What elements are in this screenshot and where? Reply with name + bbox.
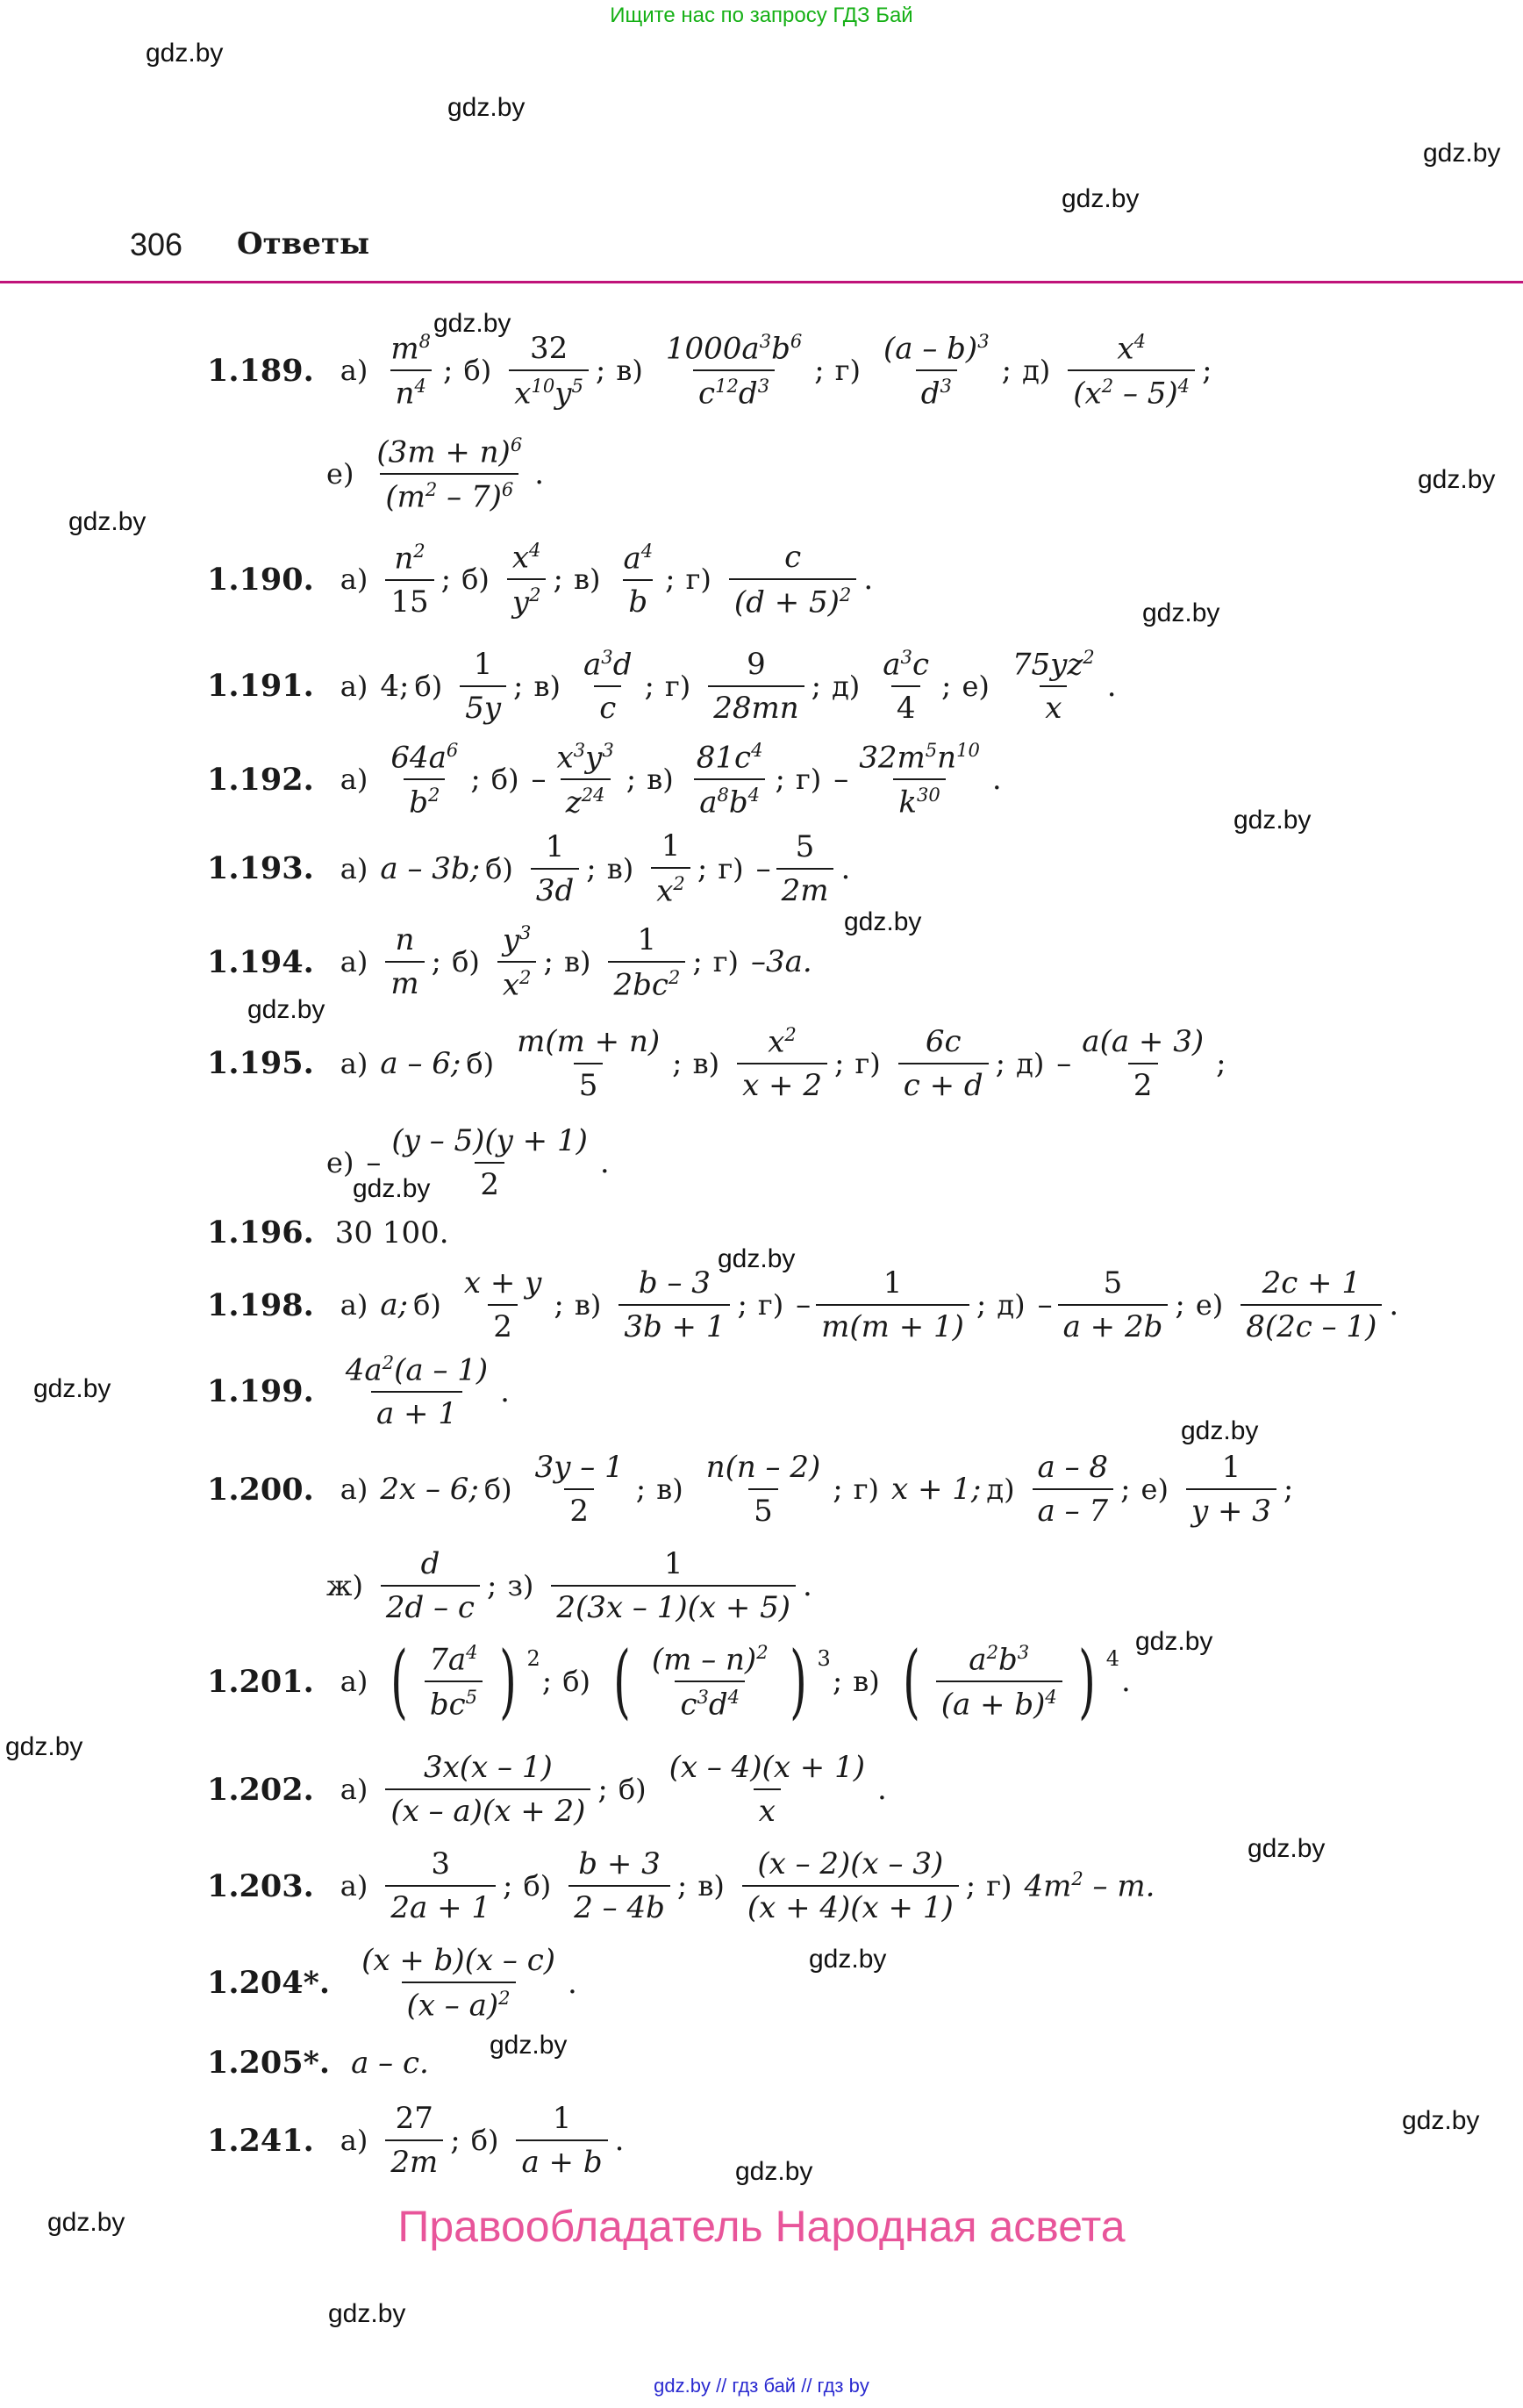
- top-search-note: Ищите нас по запросу ГДЗ Бай: [610, 4, 913, 27]
- answer-number: 1.192.: [207, 761, 314, 798]
- watermark: gdz.by: [718, 1244, 796, 1273]
- header-rule: [0, 281, 1523, 283]
- footer-links[interactable]: gdz.by // гдз бай // гдз by: [654, 2375, 869, 2397]
- watermark: gdz.by: [47, 2208, 125, 2237]
- answer-1-196: [207, 1215, 449, 1251]
- watermark: gdz.by: [146, 39, 224, 68]
- answer-number: 1.190.: [207, 561, 314, 598]
- answer-1-190: 1.190. а) $\frac{n^2}{15}$ ; б) $\frac{x^4}{y^2}$ ; в) $\frac{a^4}{b}$ ; г) $\frac{c}{(d + 5)^2}$ .: [207, 539, 874, 620]
- answer-1-200-zh: ж) $\frac{d}{2d - c}$ ; з) $\frac{1}{2(3x - 1)(x + 5)}$ .: [326, 1546, 812, 1625]
- watermark: gdz.by: [809, 1945, 887, 1974]
- page-number: 306: [130, 226, 183, 262]
- watermark: gdz.by: [1248, 1834, 1326, 1863]
- watermark: gdz.by: [490, 2031, 568, 2060]
- watermark: gdz.by: [1062, 184, 1140, 213]
- copyright-holder: Правообладатель Народная асвета: [397, 2202, 1126, 2251]
- answer-number: 1.191.: [207, 668, 314, 705]
- answer-1-241: 1.241. а) $\frac{27}{2m}$ ; б) $\frac{1}{a + b}$ .: [207, 2101, 625, 2180]
- answer-text: a – c.: [351, 2045, 429, 2081]
- answer-number: 1.205*.: [207, 2045, 331, 2081]
- answer-1-195-e: е) – $\frac{(y - 5)(y + 1)}{2}$ .: [326, 1123, 610, 1202]
- answer-1-192: 1.192. а) $\frac{64a^6}{b^2}$ ; б) – $\frac{x^3y^3}{z^{24}}$ ; в) $\frac{81c^4}{a^8b^4}$ ; г) – $\frac{32m^5n^{10}}{k^{30}}$ .: [207, 739, 1002, 821]
- answer-number: 1.241.: [207, 2122, 314, 2159]
- answer-1-199: 1.199. $\frac{4a^2(a - 1)}{a + 1}$ .: [207, 1351, 510, 1432]
- section-title: Ответы: [237, 226, 370, 262]
- answer-number: 1.196.: [207, 1215, 314, 1251]
- answer-number: 1.200.: [207, 1471, 314, 1508]
- answer-1-198: 1.198. а) a; б) $\frac{x + y}{2}$ ; в) $\frac{b - 3}{3b + 1}$ ; г) – $\frac{1}{m(m + 1)}$ ; д) – $\frac{5}{a + 2b}$ ; е) $\frac{2c + 1}{8(2c - 1)}$ .: [207, 1265, 1399, 1344]
- answer-1-203: 1.203. а) $\frac{3}{2a + 1}$ ; б) $\frac{b + 3}{2 - 4b}$ ; в) $\frac{(x - 2)(x - 3)}{(x + 4)(x + 1)}$ ; г) $4m^2$ – m.: [207, 1846, 1155, 1925]
- answer-1-201: 1.201. а) ( $\frac{7a^4}{bc^5}$ ) 2 ; б) ( $\frac{(m - n)^2}{c^3d^4}$ ) 3 ; в) ( $\frac{a^2b^3}{(a + b)^4}$ ) 4 .: [207, 1634, 1131, 1729]
- answer-1-194: 1.194. а) $\frac{n}{m}$ ; б) $\frac{y^3}{x^2}$ ; в) $\frac{1}{2bc^2}$ ; г) –3a.: [207, 921, 812, 1003]
- watermark: gdz.by: [735, 2157, 813, 2186]
- watermark: gdz.by: [844, 907, 922, 936]
- watermark: gdz.by: [328, 2299, 406, 2328]
- answer-1-193: 1.193. а) a – 3b; б) $\frac{1}{3d}$ ; в) $\frac{1}{x^2}$ ; г) – $\frac{5}{2m}$ .: [207, 828, 851, 909]
- answer-number: 1.198.: [207, 1286, 314, 1323]
- answer-1-204: 1.204*. $\frac{(x + b)(x - c)}{(x - a)^2}$ .: [207, 1943, 577, 2024]
- answer-1-200: 1.200. а) 2x – 6; б) $\frac{3y - 1}{2}$ ; в) $\frac{n(n - 2)}{5}$ ; г) x + 1; д) $\frac{a - 8}{a - 7}$ ; е) $\frac{1}{y + 3}$ ;: [207, 1450, 1294, 1529]
- answer-1-202: 1.202. а) $\frac{3x(x - 1)}{(x - a)(x + 2)}$ ; б) $\frac{(x - 4)(x + 1)}{x}$ .: [207, 1750, 887, 1829]
- answer-number: 1.194.: [207, 943, 314, 980]
- watermark: gdz.by: [5, 1732, 83, 1761]
- watermark: gdz.by: [68, 507, 147, 536]
- watermark: gdz.by: [1423, 139, 1501, 168]
- answer-number: 1.199.: [207, 1373, 314, 1410]
- answer-number: 1.195.: [207, 1045, 314, 1082]
- answer-1-189-e: е) $\frac{(3m + n)^6}{(m^2 - 7)^6}$ .: [326, 434, 545, 515]
- watermark: gdz.by: [1233, 806, 1312, 835]
- watermark: gdz.by: [1142, 598, 1220, 627]
- answer-number: 1.193.: [207, 850, 314, 887]
- answer-1-205: [207, 2045, 429, 2081]
- watermark: gdz.by: [1418, 465, 1496, 494]
- watermark: gdz.by: [33, 1374, 111, 1403]
- answer-number: 1.201.: [207, 1663, 314, 1700]
- answer-1-195: 1.195. а) a – 6; б) $\frac{m(m + n)}{5}$ ; в) $\frac{x^2}{x + 2}$ ; г) $\frac{6c}{c + d}$ ; д) – $\frac{a(a + 3)}{2}$ ;: [207, 1023, 1226, 1104]
- answer-number: 1.204*.: [207, 1965, 331, 2002]
- watermark: gdz.by: [1135, 1627, 1213, 1656]
- answer-1-189: 1.189. а) $\frac{m^8}{n^4}$ ; б) $\frac{32}{x^{10}y^5}$ ; в) $\frac{1000a^3b^6}{c^{12}d^3}$ ; г) $\frac{(a - b)^3}{d^3}$ ; д) $\frac{x^4}{(x^2 - 5)^4}$ ;: [207, 330, 1212, 412]
- watermark: gdz.by: [1402, 2106, 1480, 2135]
- watermark: gdz.by: [1181, 1416, 1259, 1445]
- answer-number: 1.189.: [207, 352, 314, 389]
- watermark: gdz.by: [353, 1174, 431, 1203]
- watermark: gdz.by: [433, 309, 511, 338]
- answer-1-191: 1.191. а) 4; б) $\frac{1}{5y}$ ; в) $\frac{a^3d}{c}$ ; г) $\frac{9}{28mn}$ ; д) $\frac{a^3c}{4}$ ; е) $\frac{75yz^2}{x}$ .: [207, 646, 1117, 727]
- answer-text: 30 100.: [334, 1215, 449, 1251]
- answer-number: 1.202.: [207, 1771, 314, 1808]
- watermark: gdz.by: [247, 995, 325, 1024]
- answer-number: 1.203.: [207, 1867, 314, 1904]
- watermark: gdz.by: [447, 93, 526, 122]
